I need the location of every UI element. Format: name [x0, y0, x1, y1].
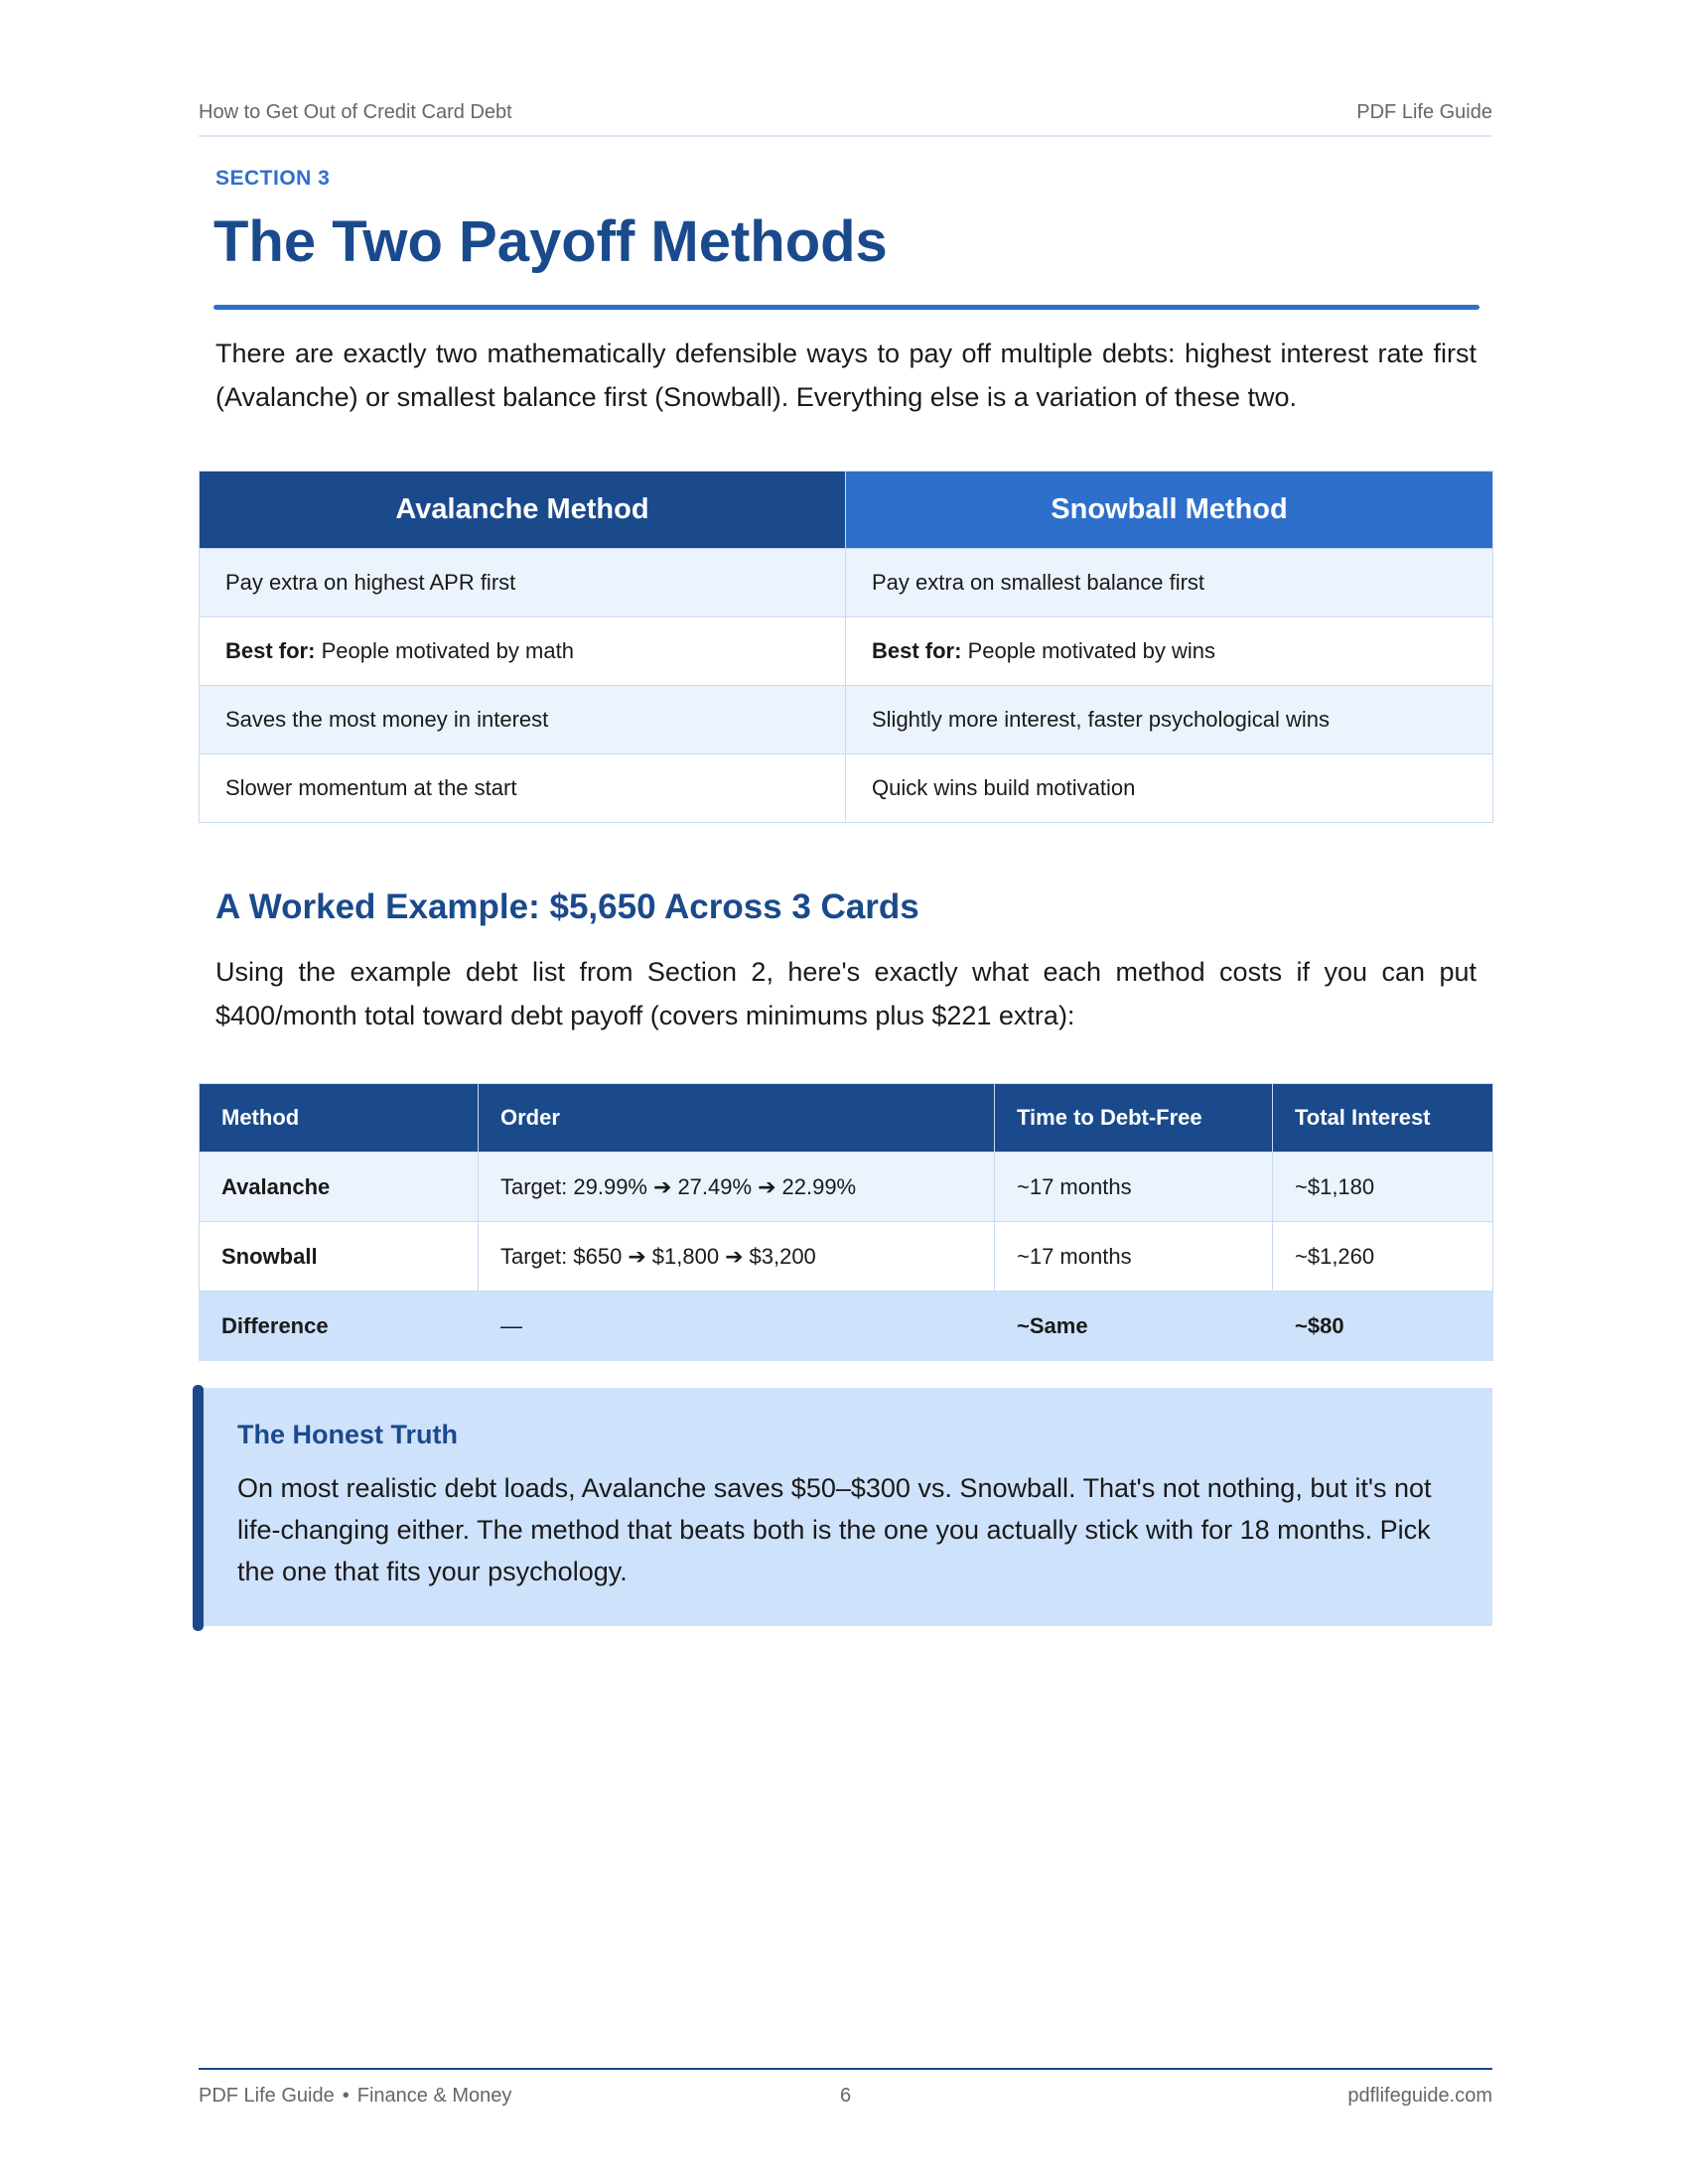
comparison-header-row: [200, 472, 1493, 549]
snowball-cell: [846, 549, 1493, 617]
footer-website: pdflifeguide.com: [1347, 2085, 1492, 2107]
document-page: [199, 0, 1492, 2184]
cell-label: Best for:: [872, 638, 962, 663]
cell-label: Best for:: [225, 638, 316, 663]
arrow-right-icon: ➔: [758, 1173, 776, 1199]
order-column-header: Order: [479, 1084, 995, 1153]
avalanche-cell: [200, 549, 846, 617]
footer-divider: [199, 2068, 1492, 2070]
page-footer: [199, 2085, 1492, 2115]
comparison-row: [200, 754, 1493, 823]
table-row: [200, 1153, 1493, 1222]
snowball-header: Snowball Method: [846, 472, 1493, 549]
arrow-right-icon: ➔: [725, 1243, 744, 1269]
snowball-cell-text: Quick wins build motivation: [872, 775, 1136, 800]
difference-time: ~Same: [995, 1292, 1273, 1361]
snowball-cell: [846, 754, 1493, 823]
interest-cell: ~$1,260: [1273, 1222, 1493, 1292]
order-step: 27.49%: [677, 1173, 753, 1199]
order-cell: [479, 1222, 995, 1292]
avalanche-header: Avalanche Method: [200, 472, 846, 549]
arrow-right-icon: ➔: [653, 1173, 672, 1199]
footer-category: Finance & Money: [356, 2085, 512, 2107]
comparison-row: [200, 617, 1493, 686]
avalanche-cell-text: Saves the most money in interest: [225, 707, 549, 732]
callout-accent-bar: [193, 1385, 204, 1631]
cost-header-row: [200, 1084, 1493, 1153]
arrow-right-icon: ➔: [628, 1243, 646, 1269]
worked-example-heading: A Worked Example: $5,650 Across 3 Cards: [215, 887, 919, 926]
difference-label: Difference: [200, 1292, 479, 1361]
time-cell: ~17 months: [995, 1153, 1273, 1222]
avalanche-cell: [200, 754, 846, 823]
footer-separator: •: [342, 2085, 350, 2107]
order-step: 29.99%: [573, 1173, 647, 1199]
difference-interest: ~$80: [1273, 1292, 1493, 1361]
comparison-row: [200, 686, 1493, 754]
avalanche-cell-text: People motivated by math: [315, 638, 574, 663]
order-step: $3,200: [749, 1243, 816, 1269]
method-comparison-table: [199, 471, 1493, 823]
order-prefix: Target:: [500, 1173, 574, 1199]
snowball-cell: [846, 686, 1493, 754]
callout-title: The Honest Truth: [237, 1420, 458, 1449]
worked-example-paragraph: Using the example debt list from Section 2, here's exactly what each method costs if you can put $400/month total toward debt payoff (covers minimums plus $221 extra):: [215, 957, 1477, 1030]
avalanche-cell: [200, 617, 846, 686]
snowball-cell: [846, 617, 1493, 686]
method-cell: Snowball: [200, 1222, 479, 1292]
order-prefix: Target:: [500, 1243, 574, 1269]
table-row: [200, 1222, 1493, 1292]
section-label: SECTION 3: [215, 167, 331, 190]
method-column-header: Method: [200, 1084, 479, 1153]
order-step: 22.99%: [781, 1173, 857, 1199]
method-cell: Avalanche: [200, 1153, 479, 1222]
header-doc-title: How to Get Out of Credit Card Debt: [199, 101, 512, 123]
running-header: [199, 99, 1492, 137]
cost-comparison-table: [199, 1083, 1493, 1361]
interest-column-header: Total Interest: [1273, 1084, 1493, 1153]
snowball-cell-text: People motivated by wins: [961, 638, 1216, 663]
callout-text: On most realistic debt loads, Avalanche saves $50–$300 vs. Snowball. That's not nothing, but it's not life-changing either. The method that beats both is the one you actually stick with for 18 months. Pick the one that fits your psychology.: [237, 1473, 1432, 1586]
interest-cell: ~$1,180: [1273, 1153, 1493, 1222]
order-step: $650: [573, 1243, 623, 1269]
time-cell: ~17 months: [995, 1222, 1273, 1292]
header-brand: PDF Life Guide: [1356, 101, 1492, 123]
page-title: The Two Payoff Methods: [213, 209, 888, 274]
time-column-header: Time to Debt-Free: [995, 1084, 1273, 1153]
page-number: 6: [839, 2085, 852, 2107]
avalanche-cell-text: Pay extra on highest APR first: [225, 570, 516, 595]
order-cell: [479, 1153, 995, 1222]
title-underline: [213, 305, 1479, 310]
difference-order: —: [479, 1292, 995, 1361]
difference-row: [200, 1292, 1493, 1361]
comparison-row: [200, 549, 1493, 617]
intro-paragraph: There are exactly two mathematically defensible ways to pay off multiple debts: highest interest rate first (Avalanche) or smallest balance first (Snowball). Everything else is a variation of these two.: [215, 339, 1477, 412]
snowball-cell-text: Slightly more interest, faster psychological wins: [872, 707, 1330, 732]
avalanche-cell: [200, 686, 846, 754]
avalanche-cell-text: Slower momentum at the start: [225, 775, 517, 800]
honest-truth-callout: [193, 1388, 1492, 1626]
order-step: $1,800: [651, 1243, 720, 1269]
snowball-cell-text: Pay extra on smallest balance first: [872, 570, 1205, 595]
footer-brand: PDF Life Guide: [199, 2085, 335, 2107]
